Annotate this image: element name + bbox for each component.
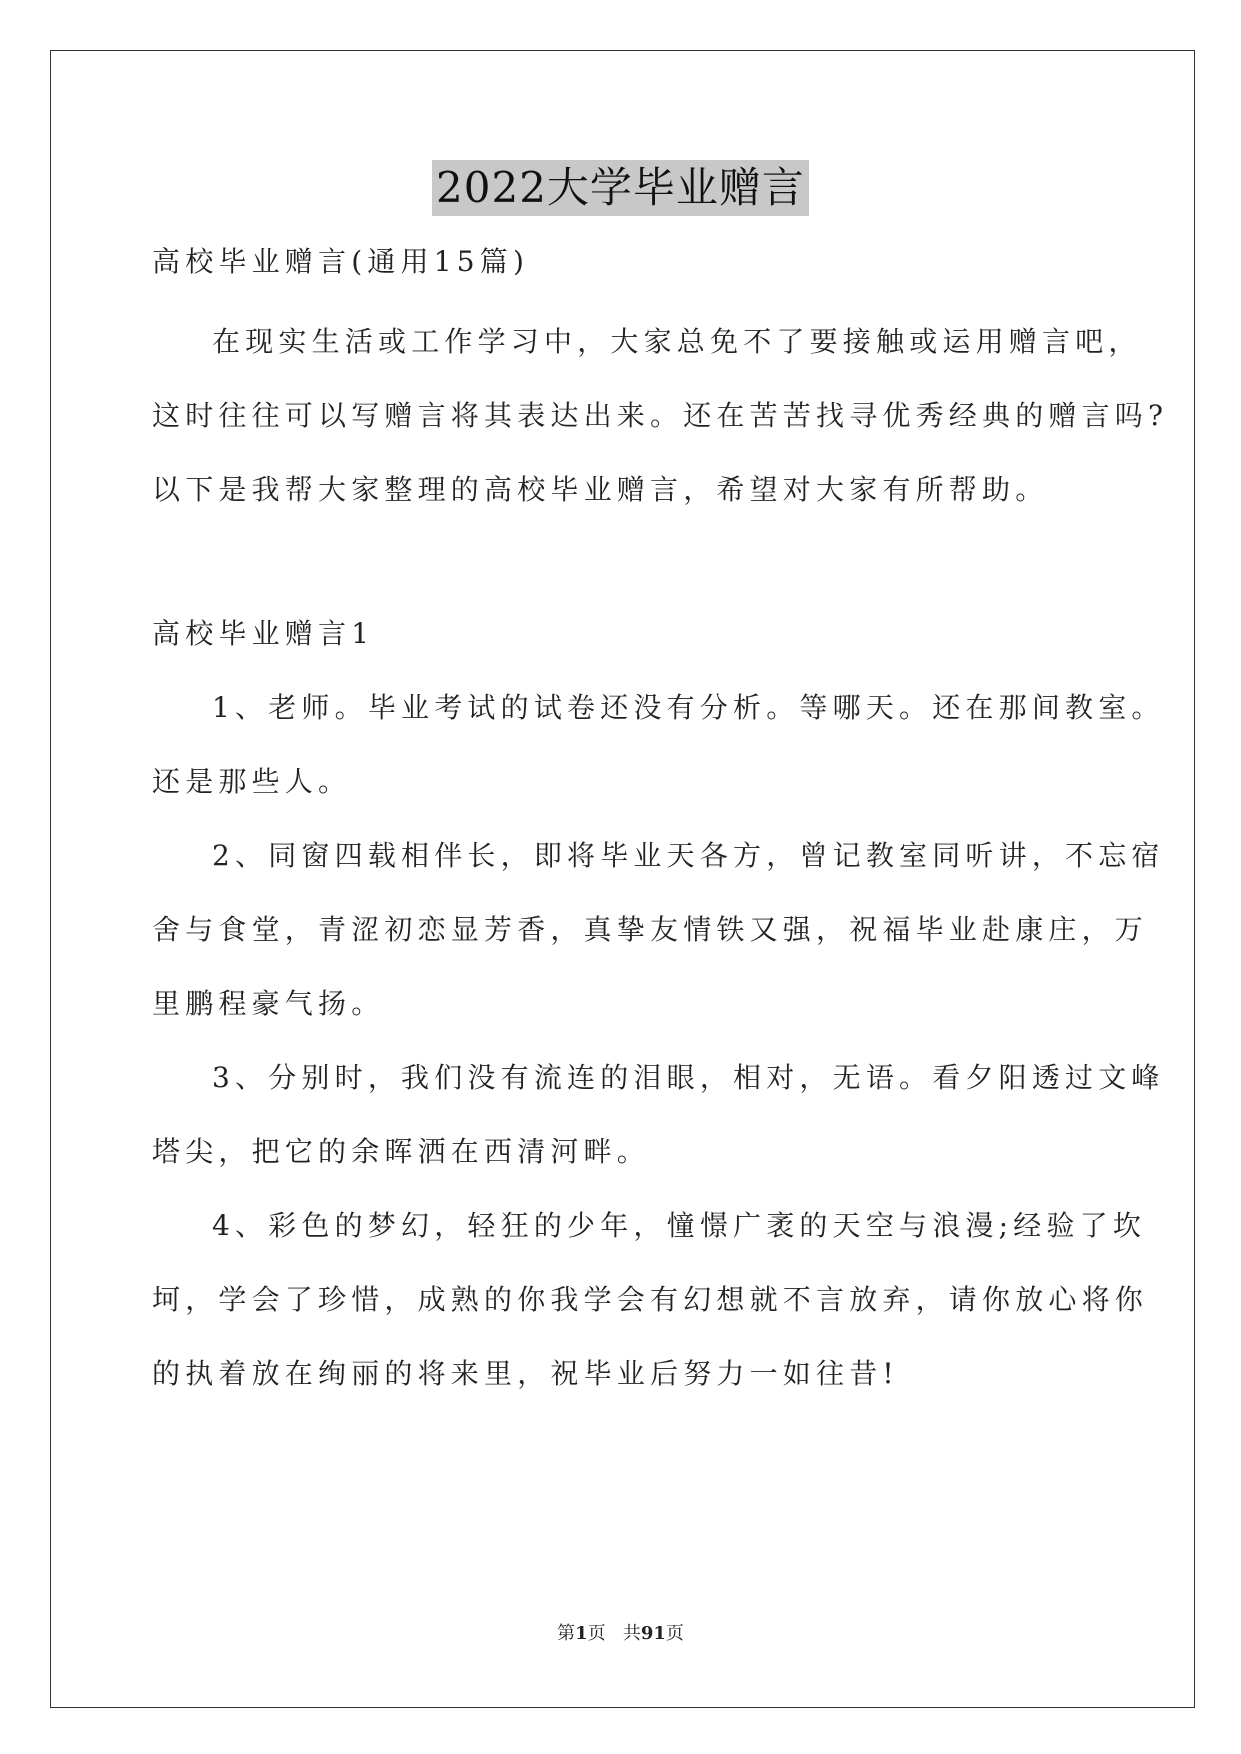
- item-line: 4、彩色的梦幻，轻狂的少年，憧憬广袤的天空与浪漫;经验了坎: [212, 1209, 1147, 1242]
- intro-line: 在现实生活或工作学习中，大家总免不了要接触或运用赠言吧，: [212, 325, 1142, 358]
- total-suffix: 页: [665, 1623, 684, 1644]
- item-line: 的执着放在绚丽的将来里，祝毕业后努力一如往昔!: [152, 1357, 899, 1390]
- page-suffix: 页: [587, 1623, 606, 1644]
- total-prefix: 共: [622, 1623, 641, 1644]
- item-line: 舍与食堂，青涩初恋显芳香，真挚友情铁又强，祝福毕业赴康庄，万: [152, 913, 1149, 946]
- item-line: 坷，学会了珍惜，成熟的你我学会有幻想就不言放弃，请你放心将你: [152, 1283, 1149, 1316]
- item-line: 还是那些人。: [152, 765, 352, 798]
- total-pages: 91: [640, 1623, 666, 1644]
- item-line: 3、分别时，我们没有流连的泪眼，相对，无语。看夕阳透过文峰: [212, 1061, 1165, 1094]
- item-line: 1、老师。毕业考试的试卷还没有分析。等哪天。还在那间教室。: [212, 691, 1165, 724]
- item-line: 2、同窗四载相伴长，即将毕业天各方，曾记教室同听讲，不忘宿: [212, 839, 1165, 872]
- title-wrap: [0, 160, 1241, 216]
- page-footer: [0, 1622, 1241, 1646]
- document-subtitle: 高校毕业赠言(通用15篇): [152, 245, 530, 278]
- page-border: [50, 50, 1195, 1708]
- item-line: 塔尖，把它的余晖洒在西清河畔。: [152, 1135, 651, 1168]
- section-heading: 高校毕业赠言1: [152, 617, 375, 650]
- page-number: 1: [575, 1623, 588, 1644]
- page-prefix: 第: [557, 1623, 576, 1644]
- document-title: 2022大学毕业赠言: [432, 160, 809, 216]
- item-line: 里鹏程豪气扬。: [152, 987, 385, 1020]
- intro-line: 这时往往可以写赠言将其表达出来。还在苦苦找寻优秀经典的赠言吗?: [152, 399, 1169, 432]
- intro-line: 以下是我帮大家整理的高校毕业赠言，希望对大家有所帮助。: [152, 473, 1049, 506]
